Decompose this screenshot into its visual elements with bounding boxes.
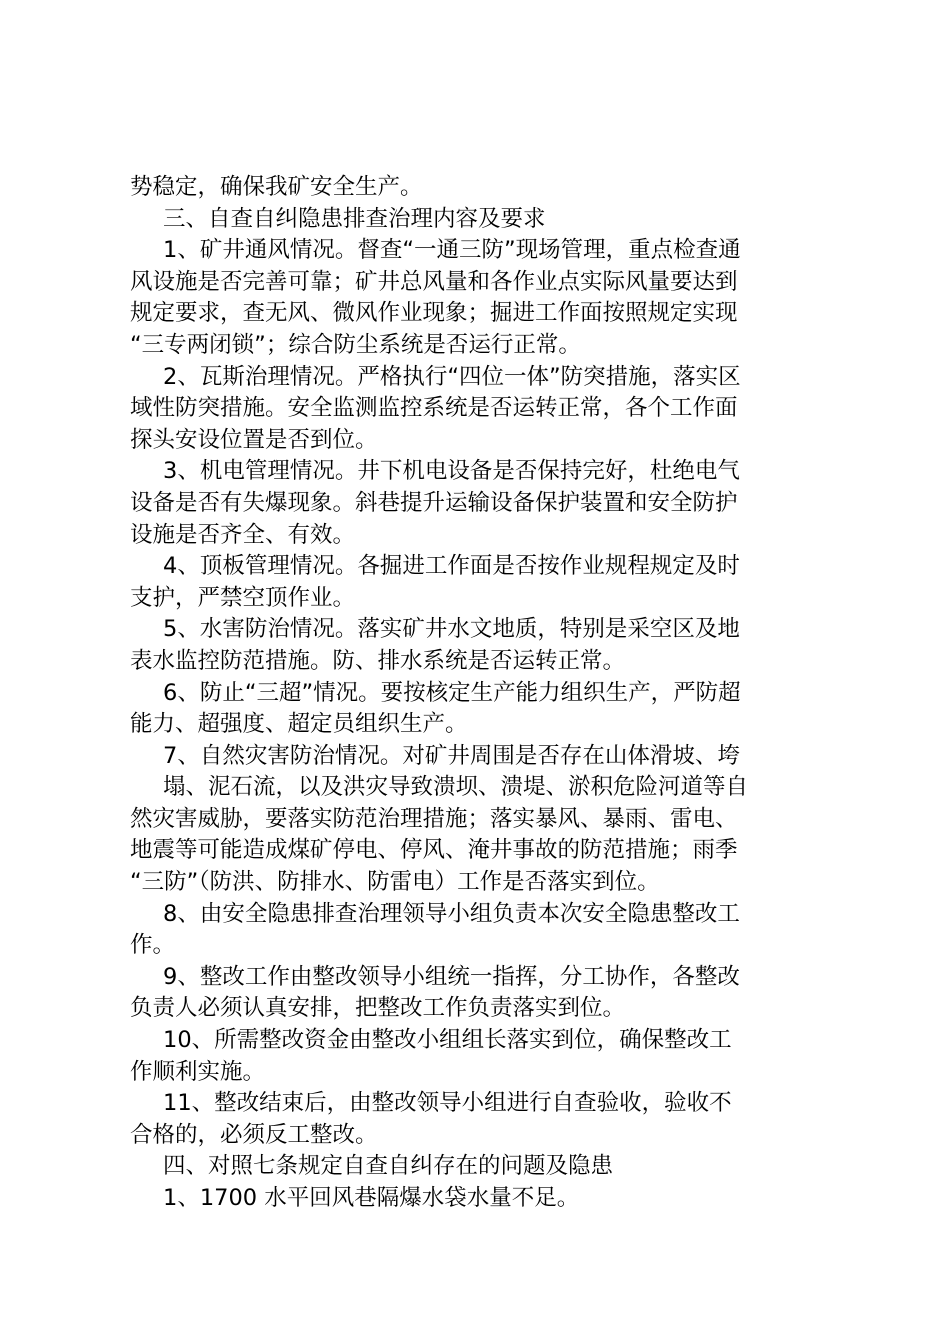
document-body — [130, 172, 822, 1215]
text-line: 探头安设位置是否到位。 — [130, 426, 378, 453]
text-line: 11、整改结束后，由整改领导小组进行自查验收，验收不 — [163, 1090, 732, 1117]
text-line: 规定要求，查无风、微风作业现象；掘进工作面按照规定实现 — [130, 300, 738, 327]
text-line: 势稳定，确保我矿安全生产。 — [130, 174, 423, 200]
text-line: 合格的，必须反工整改。 — [130, 1121, 378, 1148]
text-line: 负责人必须认真安排，把整改工作负责落实到位。 — [130, 995, 626, 1022]
text-line: 1、矿井通风情况。督查“一通三防”现场管理，重点检查通 — [163, 237, 741, 264]
text-line: 设施是否齐全、有效。 — [130, 521, 356, 548]
text-line: 3、机电管理情况。井下机电设备是否保持完好，杜绝电气 — [163, 458, 740, 485]
text-line: 作。 — [130, 932, 176, 959]
text-line: 4、顶板管理情况。各掘进工作面是否按作业规程规定及时 — [163, 553, 740, 580]
text-line: 8、由安全隐患排查治理领导小组负责本次安全隐患整改工 — [163, 900, 740, 927]
text-line: 设备是否有失爆现象。斜巷提升运输设备保护装置和安全防护 — [130, 489, 738, 516]
text-line: 1、1700 水平回风巷隔爆水袋水量不足。 — [163, 1185, 580, 1211]
text-line: 然灾害威胁，要落实防范治理措施；落实暴风、暴雨、雷电、 — [130, 805, 738, 832]
text-line: 地震等可能造成煤矿停电、停风、淹井事故的防范措施；雨季 — [130, 837, 738, 864]
text-line: 风设施是否完善可靠；矿井总风量和各作业点实际风量要达到 — [130, 268, 738, 295]
text-line: “三专两闭锁”；综合防尘系统是否运行正常。 — [130, 331, 581, 358]
text-line: 10、所需整改资金由整改小组组长落实到位，确保整改工 — [163, 1027, 732, 1054]
text-line: 9、整改工作由整改领导小组统一指挥，分工协作，各整改 — [163, 963, 740, 990]
text-line: 表水监控防范措施。防、排水系统是否运转正常。 — [130, 647, 626, 674]
text-line: 域性防突措施。安全监测监控系统是否运转正常，各个工作面 — [130, 395, 738, 422]
text-line: 5、水害防治情况。落实矿井水文地质，特别是采空区及地 — [163, 616, 740, 643]
text-line: 作顺利实施。 — [130, 1058, 266, 1085]
text-line: 6、防止“三超”情况。要按核定生产能力组织生产，严防超 — [163, 679, 741, 706]
section-heading-4: 四、对照七条规定自查自纠存在的问题及隐患 — [163, 1153, 614, 1180]
text-line: 7、自然灾害防治情况。对矿井周围是否存在山体滑坡、垮 — [163, 742, 740, 769]
text-line: 2、瓦斯治理情况。严格执行“四位一体”防突措施，落实区 — [163, 363, 741, 390]
text-line: 塌、泥石流，以及洪灾导致溃坝、溃堤、淤积危险河道等自 — [163, 774, 749, 801]
section-heading-3: 三、自查自纠隐患排查治理内容及要求 — [163, 205, 546, 232]
text-line: “三防”（防洪、防排水、防雷电）工作是否落实到位。 — [130, 869, 660, 896]
text-line: 支护，严禁空顶作业。 — [130, 584, 356, 611]
text-line: 能力、超强度、超定员组织生产。 — [130, 711, 468, 738]
